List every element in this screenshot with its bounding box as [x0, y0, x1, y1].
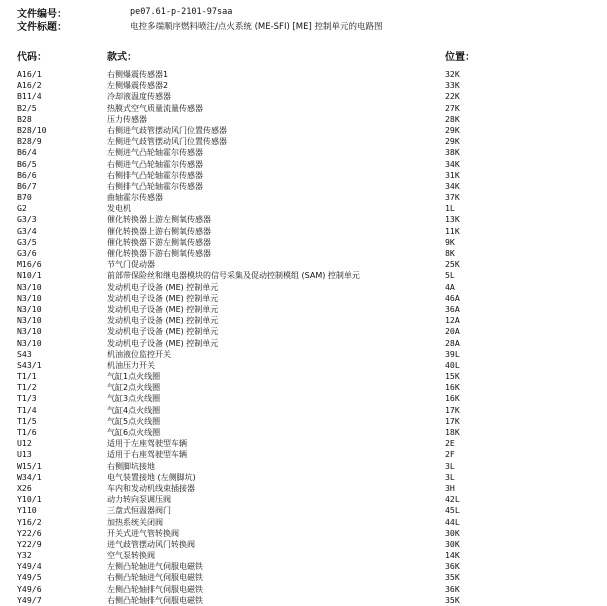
column-header-code: 代码： [17, 52, 47, 63]
row-position: 46A [445, 292, 460, 303]
table-row [0, 159, 607, 170]
row-description: 前部带保险丝和继电器模块的信号采集及促动控制模组 (SAM) 控制单元 [107, 271, 360, 281]
table-row [0, 338, 607, 349]
row-description: 左侧进气歧管摆动风门位置传感器 [107, 137, 227, 147]
row-code: T1/5 [17, 415, 37, 426]
table-row [0, 293, 607, 304]
row-description: 发动机电子设备 (ME) 控制单元 [107, 282, 219, 292]
table-row [0, 114, 607, 125]
row-position: 36A [445, 303, 460, 314]
row-position: 38K [445, 147, 460, 158]
column-header-pos: 位置： [445, 52, 475, 63]
row-position: 33K [445, 80, 460, 91]
row-position: 34K [445, 180, 460, 191]
row-position: 13K [445, 214, 460, 225]
table-row [0, 449, 607, 460]
row-position: 17K [445, 415, 460, 426]
table-row [0, 393, 607, 404]
row-code: T1/4 [17, 404, 37, 415]
table-row [0, 270, 607, 281]
row-description: 曲轴霍尔传感器 [107, 193, 163, 203]
row-code: Y49/4 [17, 561, 42, 572]
table-row [0, 539, 607, 550]
row-description: 发动机电子设备 (ME) 控制单元 [107, 327, 219, 337]
row-code: B2/5 [17, 102, 37, 113]
row-description: 气缸4点火线圈 [107, 405, 161, 415]
row-description: 适用于右座驾驶型车辆 [107, 450, 187, 460]
table-row [0, 80, 607, 91]
row-position: 36K [445, 583, 460, 594]
row-code: Y22/6 [17, 527, 42, 538]
row-code: M16/6 [17, 259, 42, 270]
row-code: S43/1 [17, 359, 42, 370]
row-code: Y10/1 [17, 494, 42, 505]
table-row [0, 91, 607, 102]
row-description: 催化转换器下游左侧氧传感器 [107, 237, 211, 247]
row-position: 8K [445, 248, 455, 258]
table-row [0, 181, 607, 192]
row-code: A16/2 [17, 80, 42, 91]
doc-number-label: 文件编号： [17, 9, 67, 20]
row-code: Y110 [17, 505, 37, 516]
table-row [0, 282, 607, 293]
table-row [0, 259, 607, 270]
row-position: 30K [445, 538, 460, 549]
row-description: 左侧凸轮轴排气伺服电磁铁 [107, 584, 203, 594]
table-row [0, 214, 607, 225]
doc-title-value: 电控多端顺序燃料喷注/点火系统 (ME-SFI) [ME] 控制单元的电路图 [130, 22, 383, 32]
table-row [0, 382, 607, 393]
row-description: 右侧爆震传感器1 [107, 70, 169, 79]
row-position: 15K [445, 371, 460, 382]
row-description: 节气门促动器 [107, 260, 155, 270]
row-position: 31K [445, 169, 460, 180]
table-row [0, 595, 607, 606]
table-row [0, 528, 607, 539]
table-row [0, 461, 607, 472]
row-description: 右侧进气凸轮轴霍尔传感器 [107, 159, 203, 169]
row-description: 左侧爆震传感器2 [107, 81, 169, 91]
row-description: 三盘式恒温器阀门 [107, 506, 171, 516]
row-code: T1/3 [17, 393, 37, 404]
row-description: 发动机电子设备 (ME) 控制单元 [107, 316, 219, 326]
row-description: 电气装置接地 (左侧脚坑) [107, 472, 196, 482]
row-description: 右侧排气凸轮轴霍尔传感器 [107, 170, 203, 180]
row-description: 机油压力开关 [107, 360, 155, 370]
row-code: G3/5 [17, 236, 37, 247]
row-code: T1/2 [17, 382, 37, 393]
row-code: B28 [17, 113, 32, 124]
table-row [0, 405, 607, 416]
row-position: 12A [445, 315, 460, 326]
row-position: 3L [445, 471, 455, 482]
row-code: Y49/5 [17, 572, 42, 583]
table-row [0, 438, 607, 449]
row-position: 29K [445, 124, 460, 135]
row-code: U12 [17, 438, 32, 449]
row-description: 右侧脚坑接地 [107, 461, 155, 471]
row-code: Y49/6 [17, 583, 42, 594]
row-code: U13 [17, 449, 32, 460]
row-description: 适用于左座驾驶型车辆 [107, 439, 187, 449]
table-row [0, 550, 607, 561]
row-position: 1L [445, 203, 455, 214]
table-row [0, 494, 607, 505]
table-row [0, 304, 607, 315]
table-row [0, 69, 607, 80]
row-position: 9K [445, 236, 455, 247]
row-description: 机油液位监控开关 [107, 349, 171, 359]
table-row [0, 248, 607, 259]
row-description: 气缸5点火线圈 [107, 416, 161, 426]
table-row [0, 584, 607, 595]
row-code: X26 [17, 482, 32, 493]
row-description: 车内和发动机线束插接器 [107, 483, 195, 493]
row-position: 3L [445, 460, 455, 471]
row-position: 2F [445, 449, 455, 460]
table-row [0, 572, 607, 583]
table-row [0, 103, 607, 114]
table-row [0, 561, 607, 572]
row-position: 25K [445, 259, 460, 270]
table-row [0, 472, 607, 483]
row-code: Y16/2 [17, 516, 42, 527]
table-row [0, 203, 607, 214]
row-position: 29K [445, 136, 460, 147]
row-code: Y22/9 [17, 538, 42, 549]
row-position: 14K [445, 550, 460, 561]
table-row [0, 427, 607, 438]
row-position: 34K [445, 158, 460, 169]
table-row [0, 517, 607, 528]
row-position: 39L [445, 348, 460, 359]
row-position: 30K [445, 527, 460, 538]
row-code: N3/10 [17, 292, 42, 303]
row-position: 5L [445, 270, 455, 281]
table-row [0, 237, 607, 248]
row-code: N3/10 [17, 337, 42, 348]
row-position: 2E [445, 438, 455, 449]
row-description: 气缸1点火线圈 [107, 372, 161, 382]
row-code: N3/10 [17, 303, 42, 314]
row-description: 右侧凸轮轴排气伺服电磁铁 [107, 595, 203, 605]
row-description: 左侧凸轮轴进气伺服电磁铁 [107, 562, 203, 572]
table-row [0, 483, 607, 494]
row-position: 40L [445, 359, 460, 370]
row-code: B6/5 [17, 158, 37, 169]
row-description: 发动机电子设备 (ME) 控制单元 [107, 338, 219, 348]
row-description: 右侧排气凸轮轴霍尔传感器 [107, 181, 203, 191]
table-row [0, 349, 607, 360]
table-row [0, 170, 607, 181]
row-description: 右侧凸轮轴进气伺服电磁铁 [107, 573, 203, 583]
row-description: 气缸2点火线圈 [107, 383, 161, 393]
row-code: Y32 [17, 550, 32, 561]
table-row [0, 326, 607, 337]
row-code: W15/1 [17, 460, 42, 471]
row-code: W34/1 [17, 471, 42, 482]
row-position: 4A [445, 281, 455, 292]
row-description: 催化转换器上游右侧氧传感器 [107, 226, 211, 236]
row-description: 右侧进气歧管摆动风门位置传感器 [107, 125, 227, 135]
table-row [0, 125, 607, 136]
row-position: 32K [445, 69, 460, 79]
row-description: 开关式进气管转换阀 [107, 528, 179, 538]
row-description: 压力传感器 [107, 114, 147, 124]
row-description: 气缸6点火线圈 [107, 428, 161, 437]
row-code: B28/10 [17, 124, 47, 135]
row-code: B6/4 [17, 147, 37, 158]
row-code: N3/10 [17, 281, 42, 292]
row-position: 44L [445, 516, 460, 527]
row-code: T1/6 [17, 427, 37, 437]
row-code: A16/1 [17, 69, 42, 79]
row-position: 35K [445, 572, 460, 583]
row-description: 热膜式空气质量流量传感器 [107, 103, 203, 113]
row-position: 3H [445, 482, 455, 493]
row-position: 27K [445, 102, 460, 113]
component-table [0, 69, 607, 606]
row-description: 进气歧管摆动风门转换阀 [107, 539, 195, 549]
row-position: 11K [445, 225, 460, 236]
doc-title-label: 文件标题： [17, 22, 67, 33]
row-description: 动力转向泵调压阀 [107, 495, 171, 505]
row-code: B11/4 [17, 91, 42, 102]
row-code: N10/1 [17, 270, 42, 281]
row-code: G3/4 [17, 225, 37, 236]
table-row [0, 505, 607, 516]
row-description: 发动机电子设备 (ME) 控制单元 [107, 304, 219, 314]
row-position: 22K [445, 91, 460, 102]
row-description: 催化转换器下游右侧氧传感器 [107, 249, 211, 258]
row-code: N3/10 [17, 326, 42, 337]
row-position: 16K [445, 393, 460, 404]
row-code: B70 [17, 192, 32, 203]
row-code: B28/9 [17, 136, 42, 147]
row-code: G2 [17, 203, 27, 214]
row-position: 42L [445, 494, 460, 505]
row-description: 空气泵转换阀 [107, 551, 155, 561]
row-position: 28K [445, 113, 460, 124]
row-description: 冷却液温度传感器 [107, 92, 171, 102]
row-position: 36K [445, 561, 460, 572]
table-row [0, 416, 607, 427]
row-position: 17K [445, 404, 460, 415]
row-code: G3/3 [17, 214, 37, 225]
row-description: 加热系统关闭阀 [107, 517, 163, 527]
row-code: G3/6 [17, 248, 37, 258]
row-position: 20A [445, 326, 460, 337]
row-description: 气缸3点火线圈 [107, 394, 161, 404]
table-row [0, 192, 607, 203]
doc-number-value: pe07.61-p-2101-97saa [130, 7, 233, 17]
row-code: S43 [17, 348, 32, 359]
row-position: 37K [445, 192, 460, 203]
table-row [0, 360, 607, 371]
row-position: 16K [445, 382, 460, 393]
row-position: 35K [445, 594, 460, 605]
row-description: 催化转换器上游左侧氧传感器 [107, 215, 211, 225]
row-code: B6/7 [17, 180, 37, 191]
row-code: B6/6 [17, 169, 37, 180]
row-code: N3/10 [17, 315, 42, 326]
row-description: 左侧进气凸轮轴霍尔传感器 [107, 148, 203, 158]
table-row [0, 226, 607, 237]
row-code: T1/1 [17, 371, 37, 382]
row-description: 发动机电子设备 (ME) 控制单元 [107, 293, 219, 303]
row-description: 发电机 [107, 204, 131, 214]
row-position: 45L [445, 505, 460, 516]
column-header-desc: 款式： [107, 52, 137, 63]
row-code: Y49/7 [17, 594, 42, 605]
table-row [0, 315, 607, 326]
row-position: 28A [445, 337, 460, 348]
row-position: 18K [445, 427, 460, 437]
table-row [0, 136, 607, 147]
table-row [0, 371, 607, 382]
table-row [0, 147, 607, 158]
